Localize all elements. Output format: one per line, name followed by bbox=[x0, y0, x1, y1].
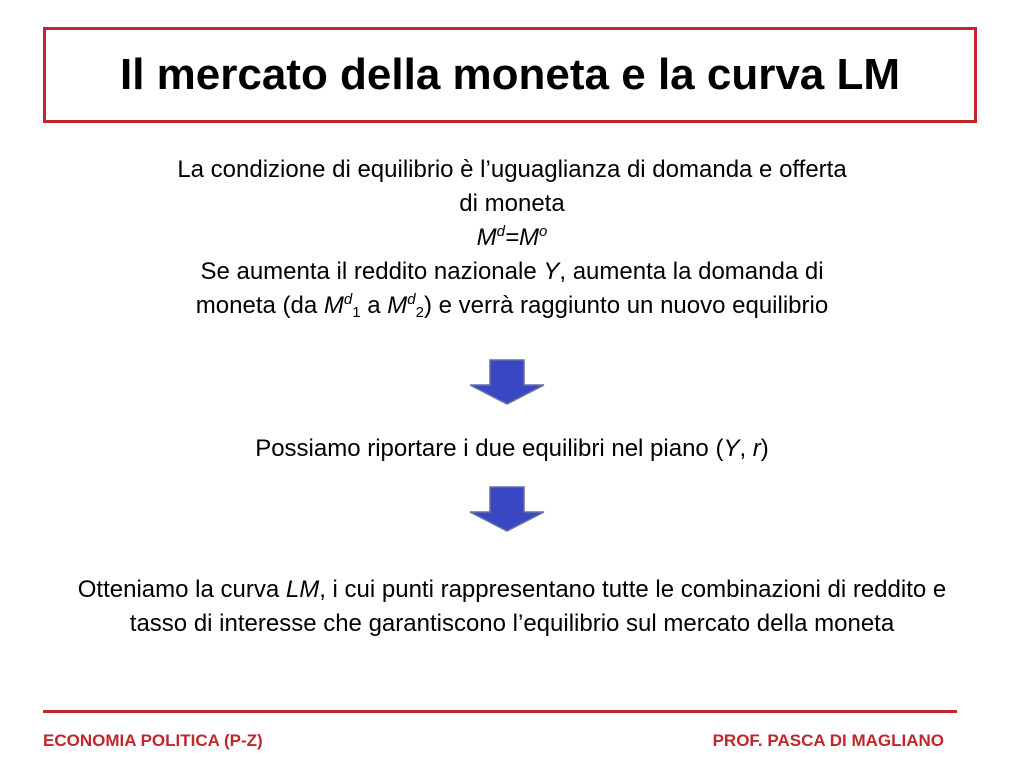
text-run: Se aumenta il reddito nazionale bbox=[200, 258, 544, 285]
paragraph-line: di moneta bbox=[459, 190, 565, 217]
text-run: ) e verrà raggiunto un nuovo equilibrio bbox=[423, 292, 829, 319]
symbol-m: M bbox=[387, 292, 408, 319]
symbol-m: M bbox=[323, 292, 344, 319]
symbol-sub-1: 1 bbox=[352, 304, 361, 321]
text-run: ) bbox=[760, 435, 769, 462]
text-run: Possiamo riportare i due equilibri nel piano ( bbox=[255, 435, 724, 462]
equilibrium-formula bbox=[0, 221, 1024, 255]
paragraph-line bbox=[0, 255, 1024, 289]
slide-title: Il mercato della moneta e la curva LM bbox=[119, 50, 901, 99]
plane-paragraph bbox=[0, 432, 1024, 466]
paragraph-line: La condizione di equilibrio è l’uguaglianza di domanda e offerta bbox=[177, 156, 847, 183]
symbol-y: Y bbox=[723, 435, 740, 462]
symbol-y: Y bbox=[543, 258, 560, 285]
footer-professor: PROF. PASCA DI MAGLIANO bbox=[712, 731, 944, 750]
symbol-sup-d: d bbox=[343, 291, 353, 308]
symbol-r: r bbox=[752, 435, 761, 462]
symbol-lm: LM bbox=[285, 576, 320, 603]
formula-sup-d: d bbox=[496, 223, 505, 240]
down-arrow-icon bbox=[469, 486, 545, 532]
formula-m: M bbox=[476, 224, 497, 251]
symbol-sup-d: d bbox=[407, 291, 416, 308]
formula-sup-o: o bbox=[539, 223, 548, 240]
title-box bbox=[43, 27, 977, 123]
text-run: , aumenta la domanda di bbox=[559, 258, 824, 285]
equilibrium-paragraph bbox=[0, 153, 1024, 323]
text-run: a bbox=[360, 292, 388, 319]
lm-curve-paragraph bbox=[52, 573, 972, 641]
text-run: moneta (da bbox=[195, 292, 324, 319]
down-arrow-icon bbox=[469, 359, 545, 405]
symbol-sub-2: 2 bbox=[415, 304, 424, 321]
text-run: Otteniamo la curva bbox=[77, 576, 286, 603]
text-run: , bbox=[739, 435, 753, 462]
formula-eq: =M bbox=[504, 224, 539, 251]
footer-divider bbox=[43, 710, 957, 713]
text-run: , i cui punti rappresentano tutte le combinazioni di reddito e tasso di interesse che garantiscono l’equilibrio sul mercato della moneta bbox=[129, 576, 947, 637]
footer-course: ECONOMIA POLITICA (P-Z) bbox=[43, 731, 263, 750]
paragraph-line bbox=[0, 289, 1024, 323]
